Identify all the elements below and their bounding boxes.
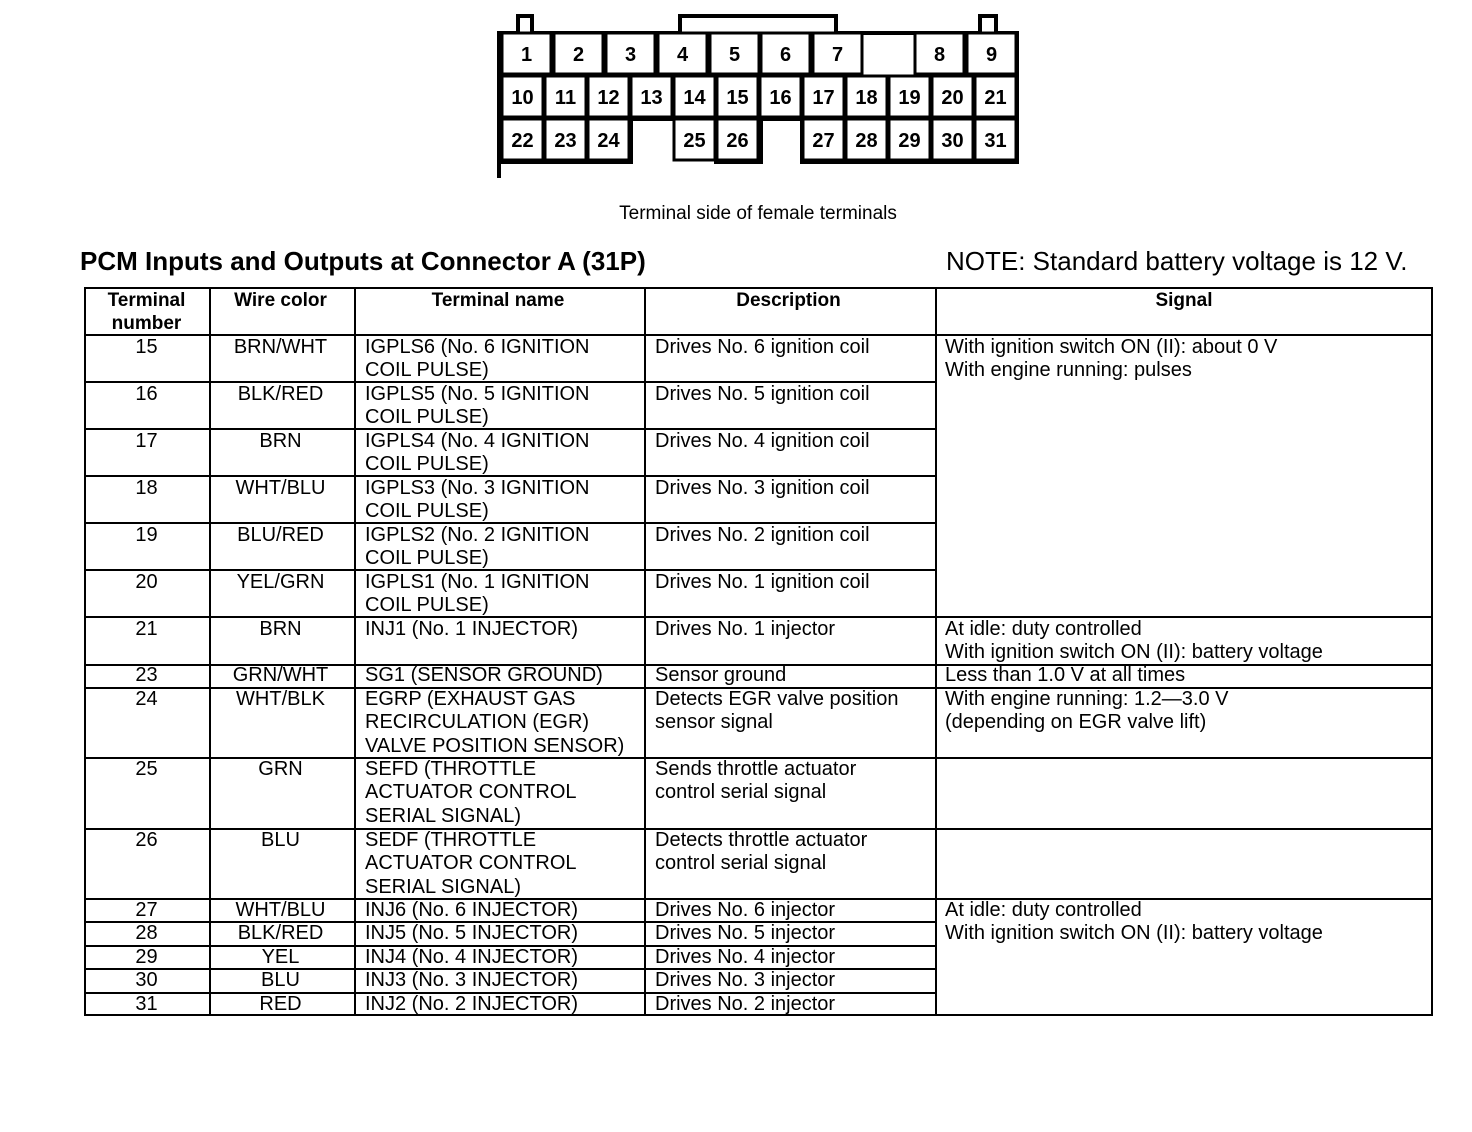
terminal-name: IGPLS5 (No. 5 IGNITION COIL PULSE) [365,383,590,429]
wire-color: YEL/GRN [236,571,325,593]
terminal-number: 17 [135,430,158,452]
description: Drives No. 3 ignition coil [655,477,870,499]
connector-pin-label: 20 [941,87,964,109]
terminal-number: 21 [135,618,158,640]
signal-inj1: At idle: duty controlled With ignition switch ON (II): battery voltage [945,618,1323,664]
description: Drives No. 5 ignition coil [655,383,870,405]
signal-ignition-coils: With ignition switch ON (II): about 0 V With engine running: pulses [945,336,1278,382]
voltage-note: NOTE: Standard battery voltage is 12 V. [946,246,1408,276]
connector-pin-label: 19 [898,87,921,109]
description: Drives No. 6 injector [655,899,836,921]
description: Drives No. 2 injector [655,993,836,1015]
connector-pin-label: 12 [597,87,620,109]
terminal-number: 20 [135,571,158,593]
page-title: PCM Inputs and Outputs at Connector A (31P) [80,246,646,276]
terminal-number: 15 [135,336,158,358]
terminal-number: 28 [135,922,158,944]
terminal-name: INJ5 (No. 5 INJECTOR) [365,922,578,944]
connector-pin-label: 8 [933,44,946,66]
connector-pin-label: 26 [726,130,749,152]
header-description: Description [736,290,841,311]
terminal-number: 26 [135,829,158,851]
terminal-number: 23 [135,664,158,686]
description: Sensor ground [655,664,787,686]
description: Drives No. 6 ignition coil [655,336,870,358]
terminal-name: SEFD (THROTTLE ACTUATOR CONTROL SERIAL SIGNAL) [365,758,577,827]
wire-color: GRN/WHT [232,664,329,686]
connector-pin-label: 31 [984,130,1007,152]
connector-pin-label: 9 [985,44,998,66]
connector-diagram [480,8,1040,178]
terminal-name: IGPLS6 (No. 6 IGNITION COIL PULSE) [365,336,590,382]
header-signal: Signal [1155,290,1213,311]
terminal-name: SEDF (THROTTLE ACTUATOR CONTROL SERIAL SIGNAL) [365,829,577,898]
wire-color: RED [259,993,302,1015]
connector-pin-label: 11 [554,87,577,109]
connector-pin-label: 7 [831,44,844,66]
wire-color: YEL [261,946,300,968]
connector-pin-label: 25 [683,130,706,152]
connector-pin-label: 22 [511,130,534,152]
terminal-number: 31 [135,993,158,1015]
connector-pin-label: 17 [812,87,835,109]
terminal-number: 24 [135,688,158,710]
connector-pin-label: 1 [520,44,533,66]
terminal-number: 27 [135,899,158,921]
description: Detects EGR valve position sensor signal [655,688,899,734]
wire-color: BLU [261,969,300,991]
wire-color: BRN/WHT [233,336,328,358]
wire-color: BLK/RED [237,922,324,944]
description: Detects throttle actuator control serial signal [655,829,868,875]
terminal-number: 16 [135,383,158,405]
connector-pin-label: 29 [898,130,921,152]
connector-pin-label: 21 [984,87,1007,109]
terminal-name: INJ2 (No. 2 INJECTOR) [365,993,578,1015]
terminal-name: IGPLS3 (No. 3 IGNITION COIL PULSE) [365,477,590,523]
terminal-number: 18 [135,477,158,499]
wire-color: BRN [259,430,302,452]
description: Drives No. 4 injector [655,946,836,968]
description: Drives No. 5 injector [655,922,836,944]
terminal-name: IGPLS4 (No. 4 IGNITION COIL PULSE) [365,430,590,476]
wire-color: BLU/RED [237,524,324,546]
description: Drives No. 2 ignition coil [655,524,870,546]
connector-pin-label: 15 [726,87,749,109]
connector-pin-label: 13 [640,87,663,109]
wire-color: WHT/BLK [236,688,325,710]
header-terminal-number: Terminal number [107,290,186,334]
terminal-name: EGRP (EXHAUST GAS RECIRCULATION (EGR) VALVE POSITION SENSOR) [365,688,625,757]
terminal-name: IGPLS1 (No. 1 IGNITION COIL PULSE) [365,571,590,617]
connector-pin-label: 14 [683,87,706,109]
wire-color: GRN [258,758,303,780]
description: Drives No. 4 ignition coil [655,430,870,452]
connector-caption: Terminal side of female terminals [619,203,897,224]
terminal-name: SG1 (SENSOR GROUND) [365,664,603,686]
description: Drives No. 1 injector [655,618,836,640]
terminal-number: 19 [135,524,158,546]
terminal-number: 30 [135,969,158,991]
header-wire-color: Wire color [234,290,327,311]
signal-egrp: With engine running: 1.2—3.0 V (depending on EGR valve lift) [945,688,1229,734]
wire-color: WHT/BLU [235,477,326,499]
connector-pin-label: 24 [597,130,620,152]
connector-pin-label: 4 [676,44,689,66]
wire-color: BLU [261,829,300,851]
connector-pin-label: 3 [624,44,637,66]
terminal-name: INJ1 (No. 1 INJECTOR) [365,618,578,640]
terminal-name: INJ4 (No. 4 INJECTOR) [365,946,578,968]
connector-pin-label: 16 [769,87,792,109]
wire-color: BLK/RED [237,383,324,405]
wire-color: WHT/BLU [235,899,326,921]
terminal-name: INJ6 (No. 6 INJECTOR) [365,899,578,921]
connector-pin-label: 10 [511,87,534,109]
connector-pin-label: 30 [941,130,964,152]
terminal-name: IGPLS2 (No. 2 IGNITION COIL PULSE) [365,524,590,570]
terminal-number: 25 [135,758,158,780]
connector-pin-label: 5 [728,44,741,66]
connector-pin-label: 23 [554,130,577,152]
terminal-number: 29 [135,946,158,968]
connector-pin-label: 28 [855,130,878,152]
description: Drives No. 3 injector [655,969,836,991]
description: Drives No. 1 ignition coil [655,571,870,593]
connector-pin-label: 6 [779,44,792,66]
connector-pin-label: 18 [855,87,878,109]
wire-color: BRN [259,618,302,640]
connector-pin-label: 27 [812,130,835,152]
terminal-name: INJ3 (No. 3 INJECTOR) [365,969,578,991]
header-terminal-name: Terminal name [431,290,565,311]
signal-sg1: Less than 1.0 V at all times [945,664,1186,686]
connector-pin-label: 2 [572,44,585,66]
signal-injectors: At idle: duty controlled With ignition switch ON (II): battery voltage [945,899,1323,945]
description: Sends throttle actuator control serial signal [655,758,857,804]
